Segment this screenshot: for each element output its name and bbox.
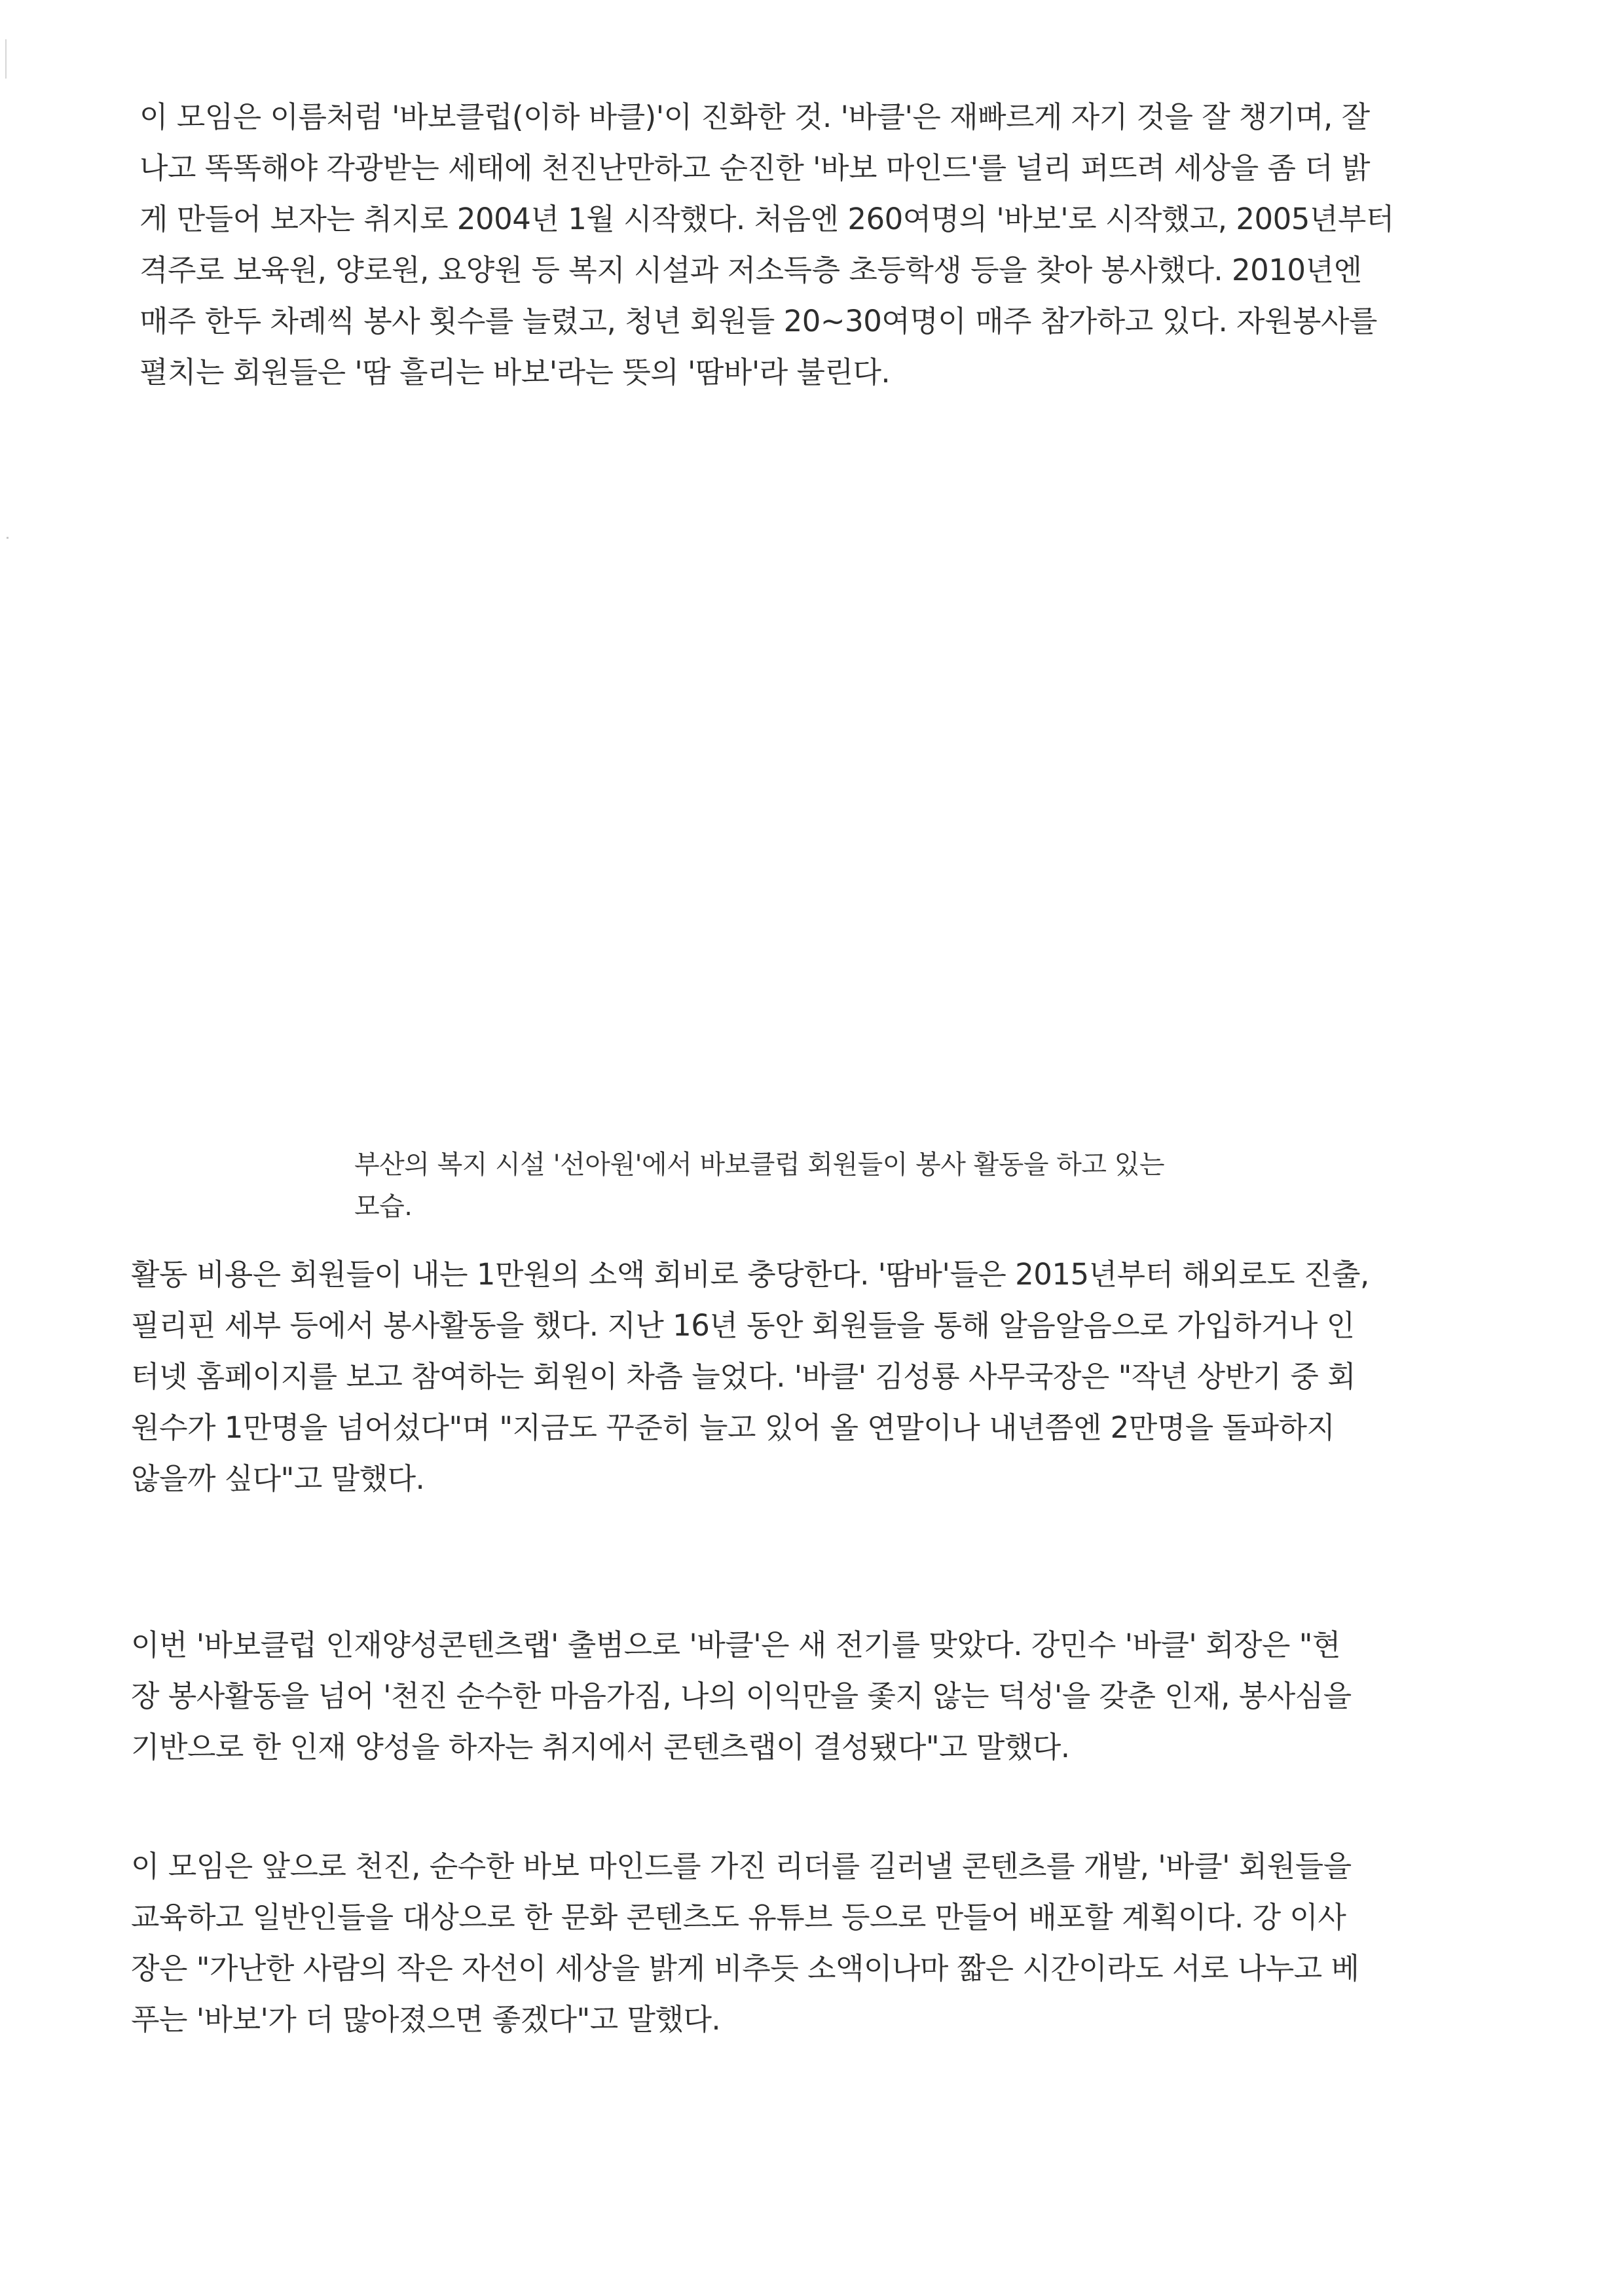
scan-edge-mark	[5, 39, 7, 79]
paragraph-3: 이번 '바보클럽 인재양성콘텐츠랩' 출범으로 '바클'은 새 전기를 맞았다. 강민수 '바클' 회장은 "현 장 봉사활동을 넘어 '천진 순수한 마음가짐, 나의 이익만을 좇지 않는 덕성'을 갖춘 인재, 봉사심을 기반으로 한 인재 양성을 하자는 취지에서 콘텐츠랩이 결성됐다"고 말했다.	[131, 1628, 1352, 1764]
photo-caption: 부산의 복지 시설 '선아원'에서 바보클럽 회원들이 봉사 활동을 하고 있는 모습.	[354, 1150, 1164, 1222]
scan-dust-mark	[7, 537, 9, 539]
paragraph-2: 활동 비용은 회원들이 내는 1만원의 소액 회비로 충당한다. '땀바'들은 2015년부터 해외로도 진출, 필리핀 세부 등에서 봉사활동을 했다. 지난 16년 동안 회원들을 통해 알음알음으로 가입하거나 인 터넷 홈페이지를 보고 참여하는 회원이 차츰 늘었다. '바클' 김성룡 사무국장은 "작년 상반기 중 회 원수가 1만명을 넘어섰다"며 "지금도 꾸준히 늘고 있어 올 연말이나 내년쯤엔 2만명을 돌파하지 않을까 싶다"고 말했다.	[131, 1257, 1369, 1496]
photo-placeholder-blank	[131, 504, 1493, 1126]
paragraph-1: 이 모임은 이름처럼 '바보클럽(이하 바클)'이 진화한 것. '바클'은 재빠르게 자기 것을 잘 챙기며, 잘 나고 똑똑해야 각광받는 세태에 천진난만하고 순진한 '바보 마인드'를 널리 퍼뜨려 세상을 좀 더 밝 게 만들어 보자는 취지로 2004년 1월 시작했다. 처음엔 260여명의 '바보'로 시작했고, 2005년부터 격주로 보육원, 양로원, 요양원 등 복지 시설과 저소득층 초등학생 등을 찾아 봉사했다. 2010년엔 매주 한두 차례씩 봉사 횟수를 늘렸고, 청년 회원들 20~30여명이 매주 참가하고 있다. 자원봉사를 펼치는 회원들은 '땀 흘리는 바보'라는 뜻의 '땀바'라 불린다.	[139, 100, 1394, 390]
paragraph-4: 이 모임은 앞으로 천진, 순수한 바보 마인드를 가진 리더를 길러낼 콘텐츠를 개발, '바클' 회원들을 교육하고 일반인들을 대상으로 한 문화 콘텐츠도 유튜브 등으로 만들어 배포할 계획이다. 강 이사 장은 "가난한 사람의 작은 자선이 세상을 밝게 비추듯 소액이나마 짧은 시간이라도 서로 나누고 베 푸는 '바보'가 더 많아졌으면 좋겠다"고 말했다.	[131, 1849, 1359, 2037]
